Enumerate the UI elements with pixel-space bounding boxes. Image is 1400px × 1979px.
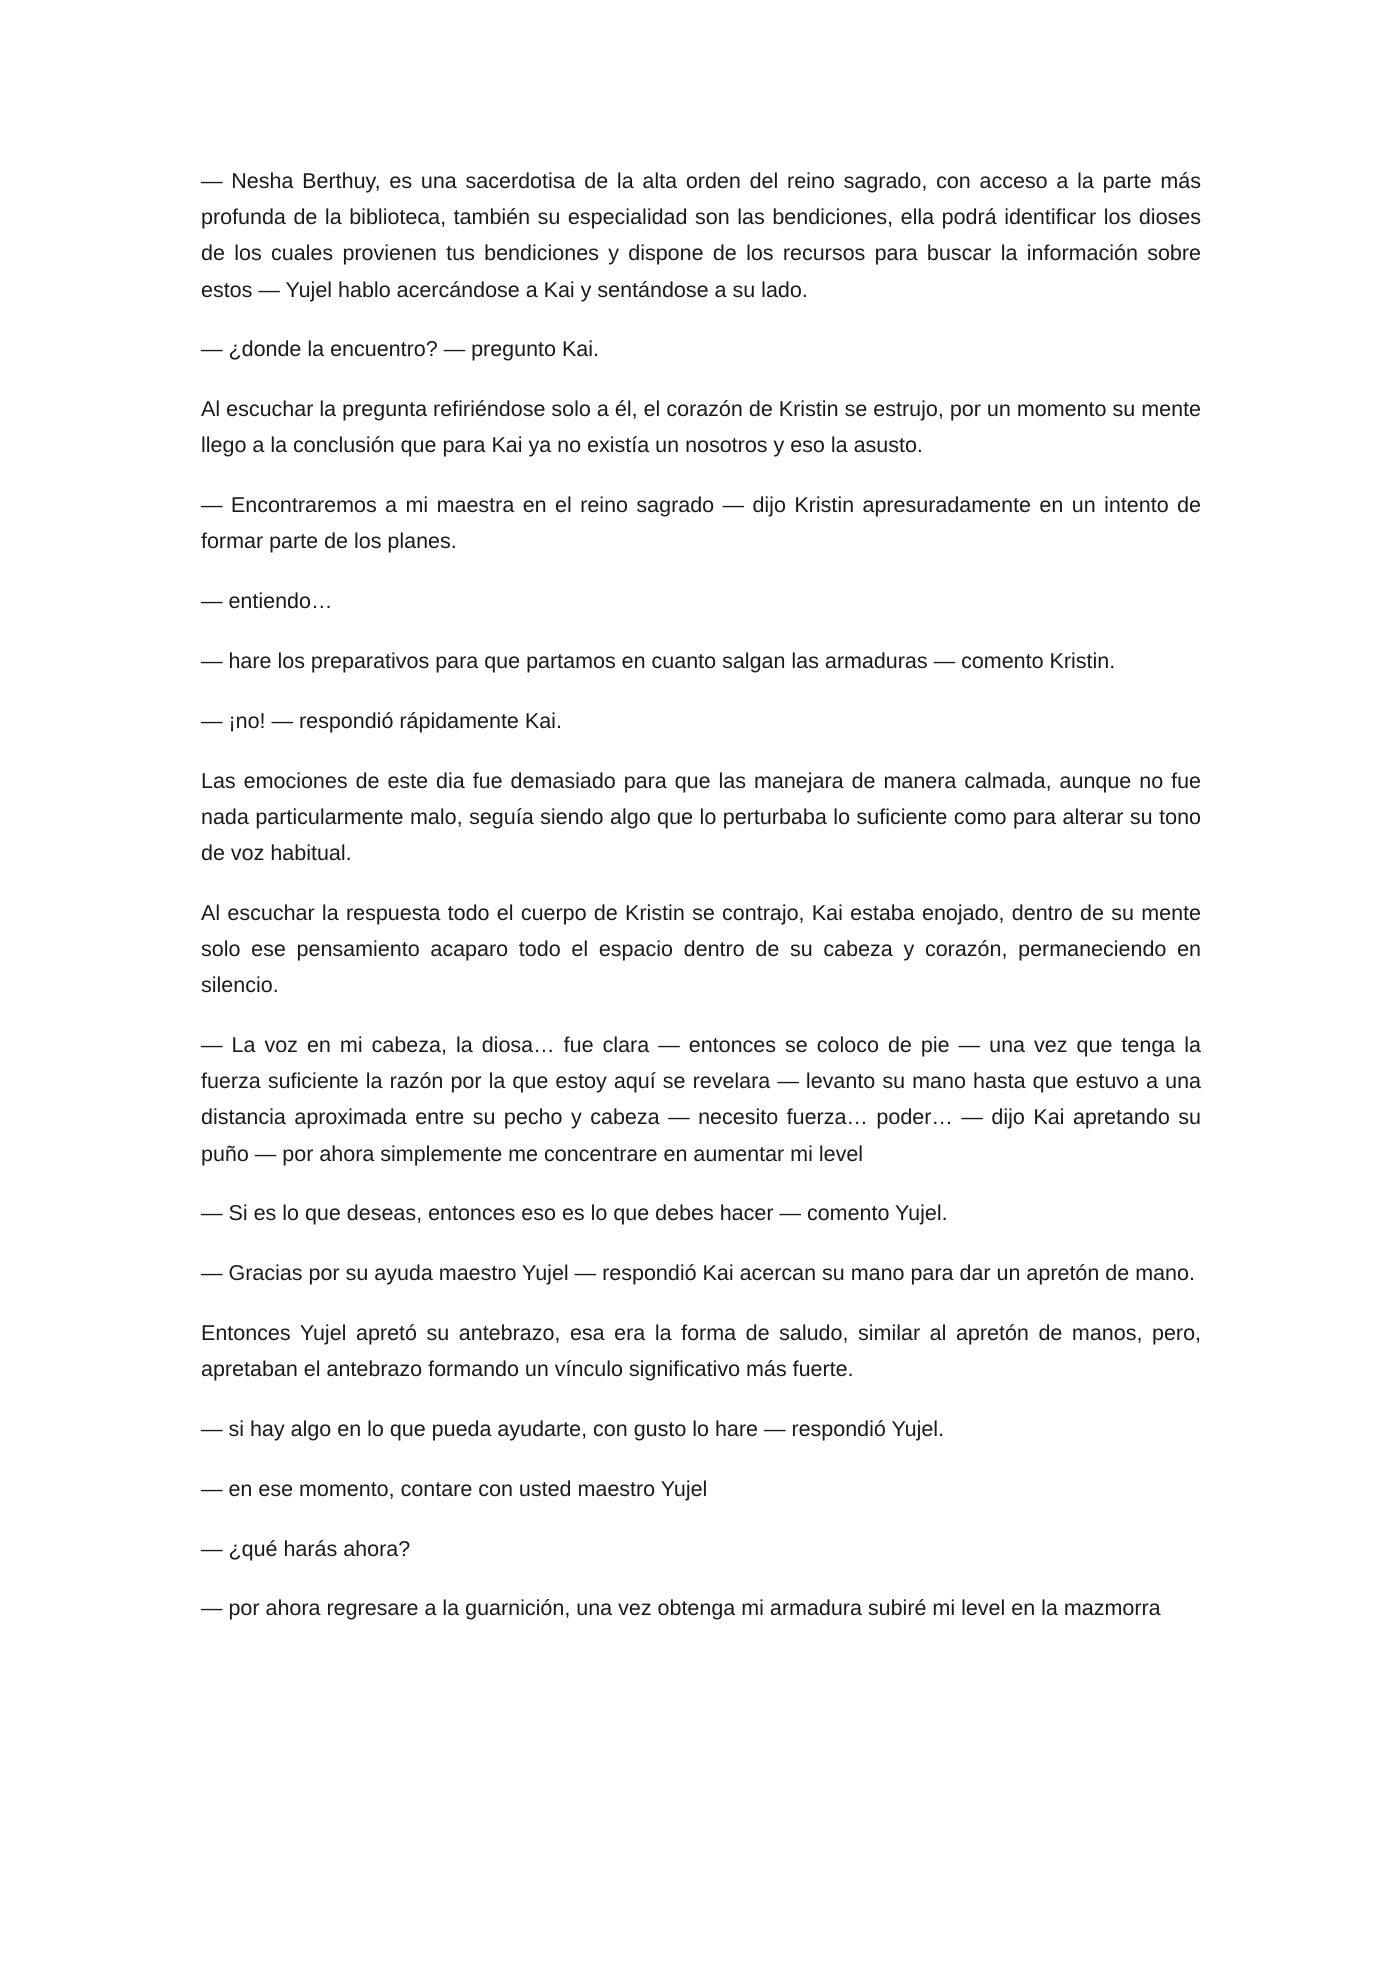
document-page xyxy=(201,163,1201,1650)
paragraph-15: — en ese momento, contare con usted maestro Yujel xyxy=(201,1476,708,1501)
paragraph-3: Al escuchar la pregunta refiriéndose solo a él, el corazón de Kristin se estrujo, por un momento su mente llego a la conclusión que para Kai ya no existía un nosotros y eso la asusto. xyxy=(201,397,1201,458)
paragraph-9: Al escuchar la respuesta todo el cuerpo de Kristin se contrajo, Kai estaba enojado, dentro de su mente solo ese pensamiento acaparo todo el espacio dentro de su cabeza y corazón, permaneciendo en silencio. xyxy=(201,900,1201,998)
paragraph-12: — Gracias por su ayuda maestro Yujel — respondió Kai acercan su mano para dar un apretón de mano. xyxy=(201,1261,1195,1286)
paragraph-5: — entiendo… xyxy=(201,589,333,614)
paragraph-11: — Si es lo que deseas, entonces eso es lo que debes hacer — comento Yujel. xyxy=(201,1201,948,1226)
paragraph-13: Entonces Yujel apretó su antebrazo, esa era la forma de saludo, similar al apretón de manos, pero, apretaban el antebrazo formando un vínculo significativo más fuerte. xyxy=(201,1321,1201,1382)
paragraph-7: — ¡no! — respondió rápidamente Kai. xyxy=(201,708,562,733)
paragraph-1: — Nesha Berthuy, es una sacerdotisa de la alta orden del reino sagrado, con acceso a la parte más profunda de la biblioteca, también su especialidad son las bendiciones, ella podrá identificar los dioses de los cuales provienen tus bendiciones y dispone de los recursos para buscar la información sobre estos — Yujel hablo acercándose a Kai y sentándose a su lado. xyxy=(201,169,1201,302)
paragraph-2: — ¿donde la encuentro? — pregunto Kai. xyxy=(201,337,600,362)
paragraph-14: — si hay algo en lo que pueda ayudarte, con gusto lo hare — respondió Yujel. xyxy=(201,1417,945,1441)
paragraph-10: — La voz en mi cabeza, la diosa… fue clara — entonces se coloco de pie — una vez que tenga la fuerza suficiente la razón por la que estoy aquí se revelara — levanto su mano hasta que estuvo a una distancia aproximada entre su pecho y cabeza — necesito fuerza… poder… — dijo Kai apretando su puño — por ahora simplemente me concentrare en aumentar mi level xyxy=(201,1033,1201,1166)
paragraph-16: — ¿qué harás ahora? xyxy=(201,1536,411,1561)
paragraph-6: — hare los preparativos para que partamos en cuanto salgan las armaduras — comento Kristin. xyxy=(201,649,1116,673)
paragraph-17: — por ahora regresare a la guarnición, una vez obtenga mi armadura subiré mi level en la mazmorra xyxy=(201,1596,1161,1621)
paragraph-8: Las emociones de este dia fue demasiado para que las manejara de manera calmada, aunque no fue nada particularmente malo, seguía siendo algo que lo perturbaba lo suficiente como para alterar su tono de voz habitual. xyxy=(201,768,1201,865)
paragraph-4: — Encontraremos a mi maestra en el reino sagrado — dijo Kristin apresuradamente en un intento de formar parte de los planes. xyxy=(201,493,1201,554)
